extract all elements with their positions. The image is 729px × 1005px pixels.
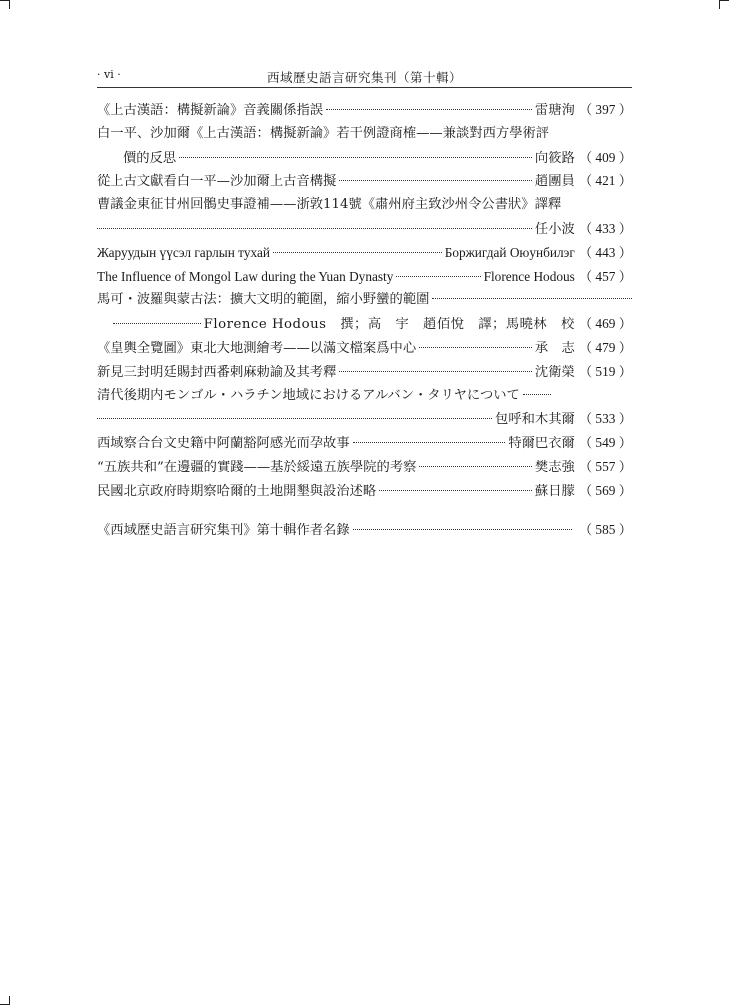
toc-entry[interactable] — [97, 265, 632, 289]
page-number: · vi · — [97, 68, 121, 81]
toc-entry-continuation[interactable] — [97, 146, 632, 170]
toc-entry-continuation[interactable] — [97, 407, 632, 431]
toc-entry[interactable] — [97, 336, 632, 360]
dot-leader — [523, 393, 551, 395]
toc-author: Florence Hodous 撰；高 宇 趙佰悅 譯；馬曉林 校 — [203, 317, 575, 333]
toc-page: （ 469 ） — [578, 316, 632, 332]
table-of-contents — [97, 98, 632, 541]
dot-leader — [97, 227, 532, 229]
toc-page: （ 433 ） — [578, 220, 632, 236]
toc-title: 新見三封明廷賜封西番剌麻勅諭及其考釋 — [97, 364, 337, 380]
dot-leader — [179, 156, 532, 158]
running-head — [97, 68, 632, 84]
toc-entry[interactable] — [97, 122, 632, 146]
toc-author: 趙團員 — [534, 174, 575, 190]
dot-leader — [326, 108, 532, 110]
toc-page: （ 533 ） — [578, 411, 632, 427]
toc-author: 任小波 — [534, 221, 575, 237]
dot-leader — [379, 489, 532, 491]
toc-title: 白一平、沙加爾《上古漢語：構擬新論》若干例證商榷——兼談對西方學術評 — [97, 125, 550, 141]
toc-title: “五族共和”在邊疆的實踐——基於綏遠五族學院的考察 — [97, 459, 417, 475]
dot-leader — [432, 297, 632, 299]
toc-author: 包呼和木其爾 — [495, 412, 575, 428]
toc-author: 特爾巴衣爾 — [508, 436, 575, 452]
toc-title: The Influence of Mongol Law during the Yuan Dynasty — [97, 268, 394, 284]
toc-title: 從上古文獻看白一平—沙加爾上古音構擬 — [97, 174, 337, 190]
toc-entry[interactable] — [97, 384, 632, 408]
dot-leader — [113, 322, 201, 324]
toc-entry[interactable] — [97, 360, 632, 384]
crop-mark — [9, 0, 10, 9]
toc-author: Florence Hodous — [483, 268, 575, 284]
toc-author: 雷瑭洵 — [534, 103, 575, 118]
dot-leader — [339, 370, 532, 372]
toc-page: （ 443 ） — [578, 244, 632, 260]
crop-mark — [9, 996, 10, 1005]
toc-author: 承 志 — [534, 340, 575, 356]
toc-entry[interactable] — [97, 518, 632, 542]
toc-entry[interactable] — [97, 288, 632, 312]
toc-title: 西域察合台文史籍中阿蘭豁阿感光而孕故事 — [97, 436, 350, 452]
toc-title: 《上古漢語：構擬新論》音義關係指誤 — [97, 103, 324, 118]
toc-title: 曹議金東征甘州回鶻史事證補——浙敦114號《肅州府主致沙州令公書狀》譯釋 — [97, 197, 562, 213]
toc-page: （ 549 ） — [578, 435, 632, 451]
toc-entry[interactable] — [97, 431, 632, 455]
toc-title: Жаруудын үүсэл гарлын тухай — [97, 244, 270, 260]
toc-page: （ 519 ） — [578, 363, 632, 379]
toc-page: （ 479 ） — [578, 339, 632, 355]
toc-author: 沈衛榮 — [534, 364, 575, 380]
dot-leader — [273, 251, 442, 253]
toc-entry[interactable] — [97, 98, 632, 122]
toc-title: 民國北京政府時期察哈爾的土地開墾與設治述略 — [97, 483, 377, 499]
toc-page: （ 569 ） — [578, 482, 632, 498]
toc-entry-continuation[interactable] — [97, 312, 632, 336]
header-rule — [97, 87, 632, 88]
toc-title: 價的反思 — [123, 150, 177, 166]
dot-leader — [396, 275, 480, 277]
toc-entry[interactable] — [97, 241, 632, 265]
dot-leader — [419, 346, 532, 348]
dot-leader — [97, 417, 492, 419]
toc-author: Боржигдай Оюунбилэг — [444, 244, 575, 260]
dot-leader — [353, 528, 572, 530]
toc-entry-continuation[interactable] — [97, 217, 632, 241]
toc-entry[interactable] — [97, 479, 632, 503]
toc-author: 蘇日朦 — [534, 483, 575, 499]
crop-mark — [719, 0, 729, 1]
toc-page: （ 409 ） — [578, 149, 632, 165]
toc-page: （ 421 ） — [578, 173, 632, 189]
toc-author: 樊志強 — [534, 459, 575, 475]
dot-leader — [353, 441, 506, 443]
toc-entry[interactable] — [97, 193, 632, 217]
toc-page: （ 397 ） — [578, 102, 632, 117]
toc-title: 《皇輿全覽圖》東北大地測繪考——以滿文檔案爲中心 — [97, 340, 417, 356]
crop-mark — [719, 0, 720, 9]
dot-leader — [339, 179, 532, 181]
dot-leader — [419, 465, 531, 467]
toc-title: 《西域歷史語言研究集刊》第十輯作者名錄 — [97, 522, 350, 538]
toc-entry[interactable] — [97, 455, 632, 479]
toc-author: 向筱路 — [534, 150, 575, 166]
toc-title: 清代後期内モンゴル・ハラチン地域におけるアルバン・タリヤについて — [97, 387, 520, 403]
toc-page: （ 585 ） — [578, 521, 632, 537]
toc-entry[interactable] — [97, 169, 632, 193]
journal-title: 西域歷史語言研究集刊（第十輯） — [266, 70, 462, 85]
toc-page: （ 457 ） — [578, 268, 632, 284]
section-spacer — [97, 503, 632, 518]
toc-title: 馬可・波羅與蒙古法：擴大文明的範圍，縮小野蠻的範圍 — [97, 292, 430, 308]
toc-page: （ 557 ） — [578, 458, 632, 474]
